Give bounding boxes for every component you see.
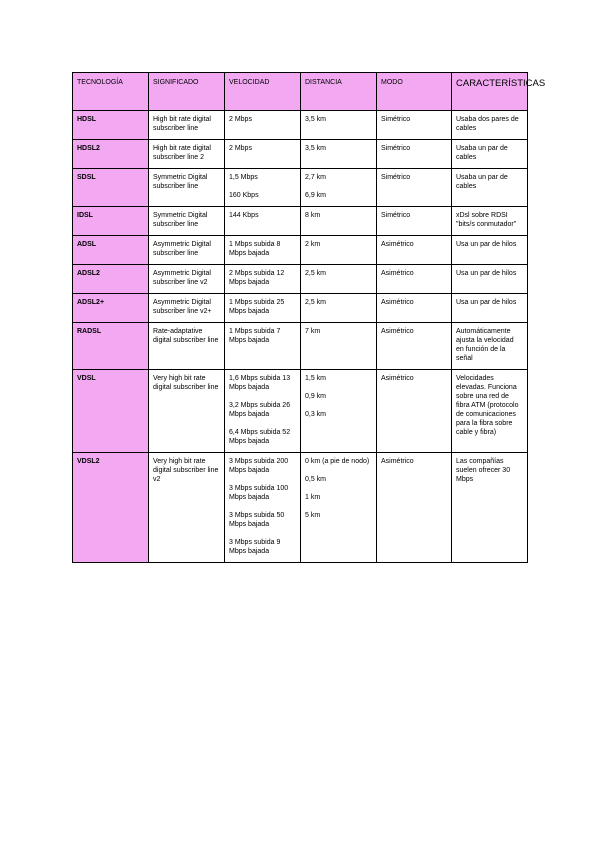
cell-distancia-value: 1,5 km	[305, 375, 327, 382]
cell-velocidad	[225, 265, 301, 294]
cell-tecnologia: ADSL2+	[73, 294, 149, 323]
cell-caracteristicas: Usaba un par de cables	[452, 140, 528, 169]
cell-distancia-value: 2,7 km	[305, 174, 327, 181]
cell-velocidad-value: 3,2 Mbps subida 26 Mbps bajada	[229, 402, 291, 418]
cell-distancia-value: 6,9 km	[305, 192, 327, 199]
cell-caracteristicas: Usa un par de hilos	[452, 265, 528, 294]
cell-distancia	[301, 323, 377, 370]
table-row	[73, 265, 528, 294]
cell-caracteristicas: Automáticamente ajusta la velocidad en función de la señal	[452, 323, 528, 370]
cell-modo: Asimétrico	[377, 370, 452, 453]
cell-distancia-value: 7 km	[305, 328, 321, 335]
cell-modo: Asimétrico	[377, 236, 452, 265]
cell-distancia	[301, 453, 377, 563]
cell-distancia	[301, 207, 377, 236]
table-header	[73, 73, 546, 111]
cell-velocidad-value: 144 Kbps	[229, 212, 259, 219]
cell-velocidad	[225, 236, 301, 265]
cell-significado: Symmetric Digital subscriber line	[149, 207, 225, 236]
cell-distancia-value: 0,3 km	[305, 411, 327, 418]
cell-velocidad	[225, 207, 301, 236]
cell-velocidad-value: 1 Mbps subida 25 Mbps bajada	[229, 299, 285, 315]
cell-velocidad-value: 2 Mbps	[229, 116, 252, 123]
cell-distancia-value: 8 km	[305, 212, 321, 219]
table-row	[73, 370, 528, 453]
cell-distancia-value: 5 km	[305, 512, 321, 519]
header-tecnologia: TECNOLOGÍA	[73, 73, 149, 111]
cell-distancia-value: 0 km (a pie de nodo)	[305, 458, 370, 465]
cell-distancia	[301, 140, 377, 169]
table-row	[73, 207, 528, 236]
cell-tecnologia: ADSL	[73, 236, 149, 265]
table-row	[73, 323, 528, 370]
cell-significado: Asymmetric Digital subscriber line v2+	[149, 294, 225, 323]
table-body	[73, 111, 528, 563]
table-row	[73, 169, 528, 207]
cell-significado: Very high bit rate digital subscriber line v2	[149, 453, 225, 563]
cell-tecnologia: RADSL	[73, 323, 149, 370]
cell-velocidad	[225, 453, 301, 563]
cell-distancia-value: 0,9 km	[305, 393, 327, 400]
cell-velocidad-value: 160 Kbps	[229, 192, 259, 199]
cell-tecnologia: SDSL	[73, 169, 149, 207]
cell-velocidad	[225, 140, 301, 169]
cell-significado: Symmetric Digital subscriber line	[149, 169, 225, 207]
table-row	[73, 236, 528, 265]
cell-modo: Simétrico	[377, 169, 452, 207]
cell-caracteristicas: Usa un par de hilos	[452, 294, 528, 323]
cell-distancia	[301, 236, 377, 265]
cell-modo: Simétrico	[377, 140, 452, 169]
cell-distancia	[301, 370, 377, 453]
cell-velocidad-value: 1 Mbps subida 7 Mbps bajada	[229, 328, 281, 344]
cell-velocidad	[225, 294, 301, 323]
cell-distancia-value: 0,5 km	[305, 476, 327, 483]
cell-caracteristicas: Usaba dos pares de cables	[452, 111, 528, 140]
dsl-technologies-table	[72, 72, 546, 563]
cell-significado: High bit rate digital subscriber line	[149, 111, 225, 140]
cell-significado: Asymmetric Digital subscriber line v2	[149, 265, 225, 294]
table-row	[73, 453, 528, 563]
cell-velocidad-value: 1,6 Mbps subida 13 Mbps bajada	[229, 375, 291, 391]
cell-velocidad-value: 6,4 Mbps subida 52 Mbps bajada	[229, 429, 291, 445]
cell-caracteristicas: Velocidades elevadas. Funciona sobre una red de fibra ATM (protocolo de comunicaciones para la fibra sobre cable y fibra)	[452, 370, 528, 453]
cell-modo: Simétrico	[377, 111, 452, 140]
cell-significado: Asymmetric Digital subscriber line	[149, 236, 225, 265]
cell-tecnologia: VDSL2	[73, 453, 149, 563]
cell-caracteristicas: Las compañías suelen ofrecer 30 Mbps	[452, 453, 528, 563]
cell-distancia-value: 3,5 km	[305, 145, 327, 152]
cell-distancia-value: 2,5 km	[305, 270, 327, 277]
cell-velocidad-value: 3 Mbps subida 100 Mbps bajada	[229, 485, 289, 501]
cell-tecnologia: HDSL2	[73, 140, 149, 169]
cell-caracteristicas: xDsl sobre RDSI "bits/s conmutador"	[452, 207, 528, 236]
cell-velocidad	[225, 370, 301, 453]
cell-caracteristicas: Usa un par de hilos	[452, 236, 528, 265]
cell-distancia-value: 2 km	[305, 241, 321, 248]
cell-velocidad	[225, 323, 301, 370]
cell-distancia-value: 2,5 km	[305, 299, 327, 306]
header-modo: MODO	[377, 73, 452, 111]
cell-modo: Asimétrico	[377, 323, 452, 370]
header-row	[73, 73, 528, 111]
cell-velocidad-value: 3 Mbps subida 9 Mbps bajada	[229, 539, 281, 555]
cell-modo: Asimétrico	[377, 453, 452, 563]
table-row	[73, 140, 528, 169]
cell-velocidad	[225, 169, 301, 207]
cell-significado: Very high bit rate digital subscriber line	[149, 370, 225, 453]
cell-significado: High bit rate digital subscriber line 2	[149, 140, 225, 169]
cell-distancia	[301, 265, 377, 294]
cell-modo: Asimétrico	[377, 294, 452, 323]
cell-tecnologia: IDSL	[73, 207, 149, 236]
cell-significado: Rate-adaptative digital subscriber line	[149, 323, 225, 370]
cell-distancia-value: 3,5 km	[305, 116, 327, 123]
cell-distancia	[301, 111, 377, 140]
cell-tecnologia: HDSL	[73, 111, 149, 140]
cell-distancia-value: 1 km	[305, 494, 321, 501]
cell-caracteristicas: Usaba un par de cables	[452, 169, 528, 207]
header-velocidad: VELOCIDAD	[225, 73, 301, 111]
cell-distancia	[301, 294, 377, 323]
header-caracteristicas: CARACTERÍSTICAS	[452, 73, 528, 111]
cell-velocidad-value: 1 Mbps subida 8 Mbps bajada	[229, 241, 281, 257]
cell-velocidad-value: 2 Mbps	[229, 145, 252, 152]
cell-velocidad-value: 3 Mbps subida 200 Mbps bajada	[229, 458, 289, 474]
cell-velocidad-value: 2 Mbps subida 12 Mbps bajada	[229, 270, 285, 286]
header-significado: SIGNIFICADO	[149, 73, 225, 111]
cell-velocidad-value: 3 Mbps subida 50 Mbps bajada	[229, 512, 285, 528]
cell-tecnologia: VDSL	[73, 370, 149, 453]
cell-modo: Asimétrico	[377, 265, 452, 294]
header-distancia: DISTANCIA	[301, 73, 377, 111]
cell-tecnologia: ADSL2	[73, 265, 149, 294]
table-row	[73, 111, 528, 140]
table-row	[73, 294, 528, 323]
cell-modo: Simétrico	[377, 207, 452, 236]
cell-distancia	[301, 169, 377, 207]
cell-velocidad	[225, 111, 301, 140]
cell-velocidad-value: 1,5 Mbps	[229, 174, 258, 181]
